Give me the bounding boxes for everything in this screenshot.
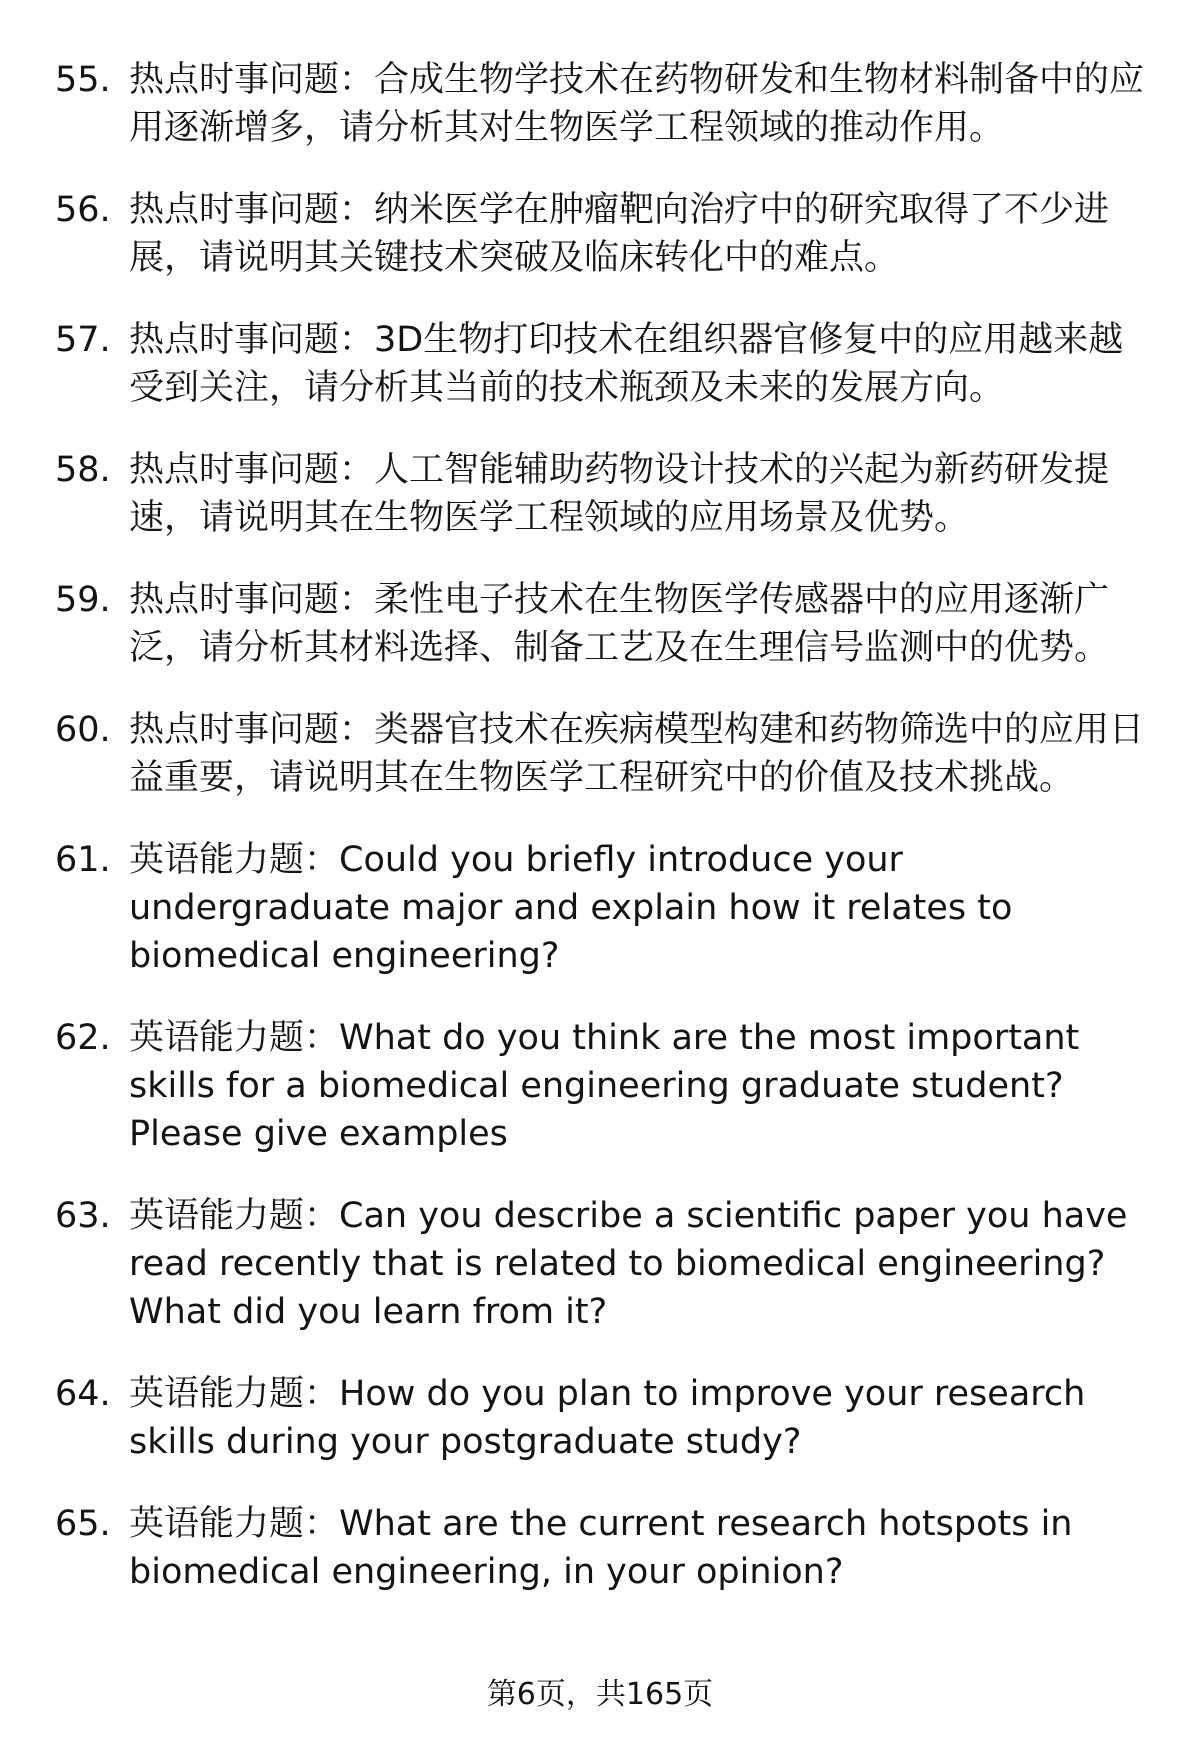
page-indicator: 第6页，共165页 [486,1677,714,1712]
question-item [55,186,1155,282]
question-list [55,56,1155,1630]
question-number: 65. [55,1504,111,1544]
question-text: 英语能力题：Can you describe a scientific paper you have read recently that is related to biomedical engineering? What did you learn from it? [129,1196,1128,1332]
question-item [55,706,1155,802]
question-text: 英语能力题：How do you plan to improve your research skills during your postgraduate study? [129,1374,1086,1462]
question-text: 热点时事问题：人工智能辅助药物设计技术的兴起为新药研发提速，请说明其在生物医学工程领域的应用场景及优势。 [129,450,1110,538]
question-text: 英语能力题：Could you briefly introduce your undergraduate major and explain how it relates to biomedical engineering? [129,840,1013,976]
question-item [55,576,1155,672]
question-item [55,1192,1155,1336]
question-text: 热点时事问题：纳米医学在肿瘤靶向治疗中的研究取得了不少进展，请说明其关键技术突破及临床转化中的难点。 [129,190,1110,278]
question-item [55,446,1155,542]
question-item [55,836,1155,980]
question-number: 63. [55,1196,111,1236]
question-item [55,316,1155,412]
question-item [55,56,1155,152]
question-number: 64. [55,1374,111,1414]
question-text: 热点时事问题：合成生物学技术在药物研发和生物材料制备中的应用逐渐增多，请分析其对生物医学工程领域的推动作用。 [129,60,1145,148]
question-text: 英语能力题：What do you think are the most important skills for a biomedical engineering graduate student? Please give examples [129,1018,1080,1154]
question-number: 55. [55,60,111,100]
question-number: 59. [55,580,111,620]
question-number: 60. [55,710,111,750]
question-text: 热点时事问题：3D生物打印技术在组织器官修复中的应用越来越受到关注，请分析其当前的技术瓶颈及未来的发展方向。 [129,320,1124,408]
question-number: 62. [55,1018,111,1058]
question-item [55,1500,1155,1596]
question-text: 英语能力题：What are the current research hotspots in biomedical engineering, in your opinion? [129,1504,1073,1592]
question-text: 热点时事问题：类器官技术在疾病模型构建和药物筛选中的应用日益重要，请说明其在生物医学工程研究中的价值及技术挑战。 [129,710,1145,798]
question-item [55,1370,1155,1466]
question-number: 56. [55,190,111,230]
question-number: 61. [55,840,111,880]
question-item [55,1014,1155,1158]
question-text: 热点时事问题：柔性电子技术在生物医学传感器中的应用逐渐广泛，请分析其材料选择、制备工艺及在生理信号监测中的优势。 [129,580,1110,668]
question-number: 57. [55,320,111,360]
question-number: 58. [55,450,111,490]
